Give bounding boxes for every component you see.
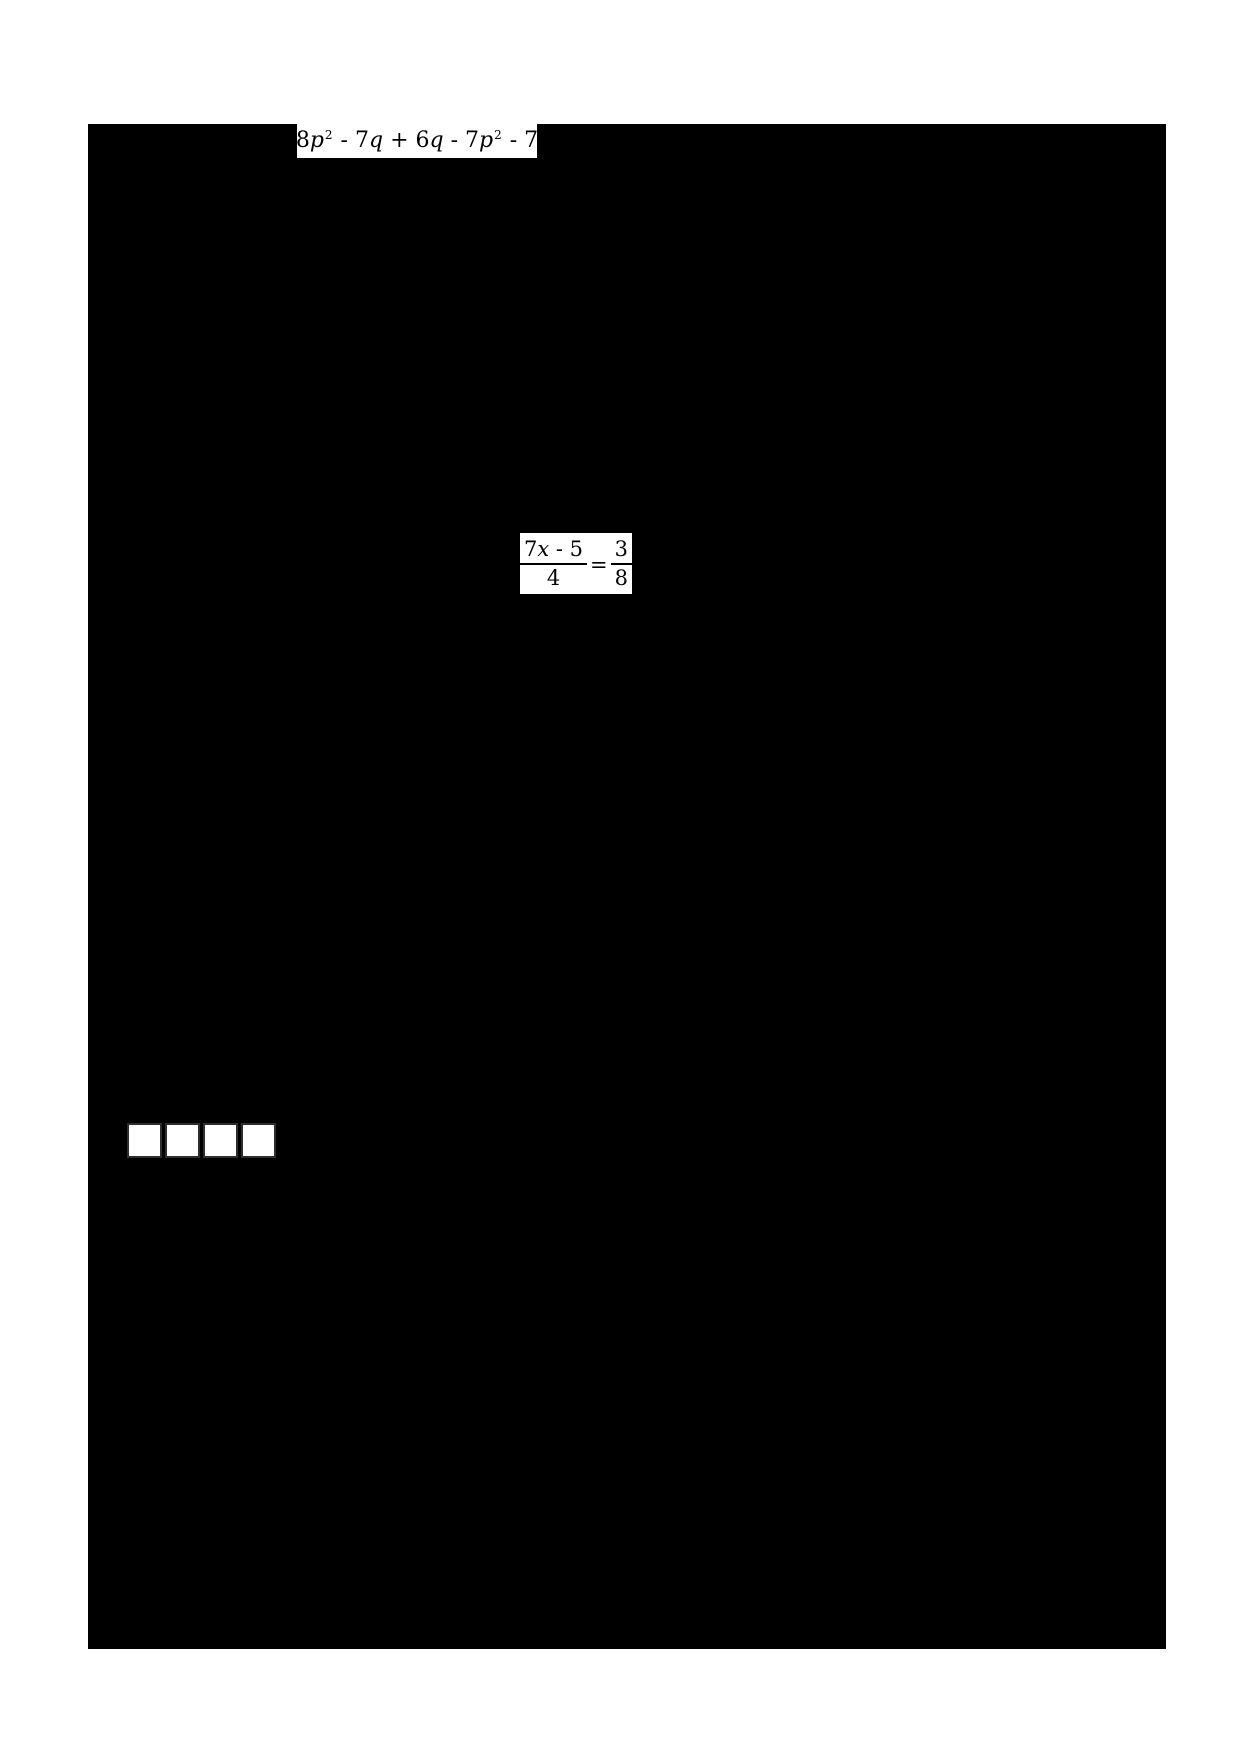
lhs-denominator: 4 xyxy=(546,565,561,590)
rhs-fraction xyxy=(611,537,632,589)
answer-box[interactable] xyxy=(127,1123,162,1158)
math-exponent: 2 xyxy=(494,128,502,142)
math-token: 7 xyxy=(524,537,538,562)
polynomial-expression xyxy=(296,130,538,152)
math-variable: q xyxy=(368,128,384,153)
answer-box[interactable] xyxy=(165,1123,200,1158)
math-token: - 7 xyxy=(502,128,539,153)
answer-box-row xyxy=(127,1123,276,1158)
polynomial-expression-box xyxy=(297,124,537,158)
redacted-content-block xyxy=(88,124,1166,1649)
lhs-numerator xyxy=(520,537,587,564)
math-token: - 7 xyxy=(333,128,369,153)
equals-sign: = xyxy=(590,553,608,577)
rhs-numerator: 3 xyxy=(611,537,632,564)
lhs-fraction xyxy=(520,537,587,589)
math-token: 8 xyxy=(295,128,310,153)
math-token: + 6 xyxy=(383,128,430,153)
math-token: - 5 xyxy=(549,537,584,562)
answer-box[interactable] xyxy=(203,1123,238,1158)
math-token: - 7 xyxy=(443,128,480,153)
math-variable: p xyxy=(309,128,324,153)
math-exponent: 2 xyxy=(324,128,333,142)
fraction-equation-box xyxy=(520,533,632,594)
math-variable: x xyxy=(537,537,550,562)
answer-box[interactable] xyxy=(241,1123,276,1158)
math-variable: q xyxy=(429,128,444,153)
rhs-denominator: 8 xyxy=(614,565,629,590)
math-variable: p xyxy=(479,128,494,153)
